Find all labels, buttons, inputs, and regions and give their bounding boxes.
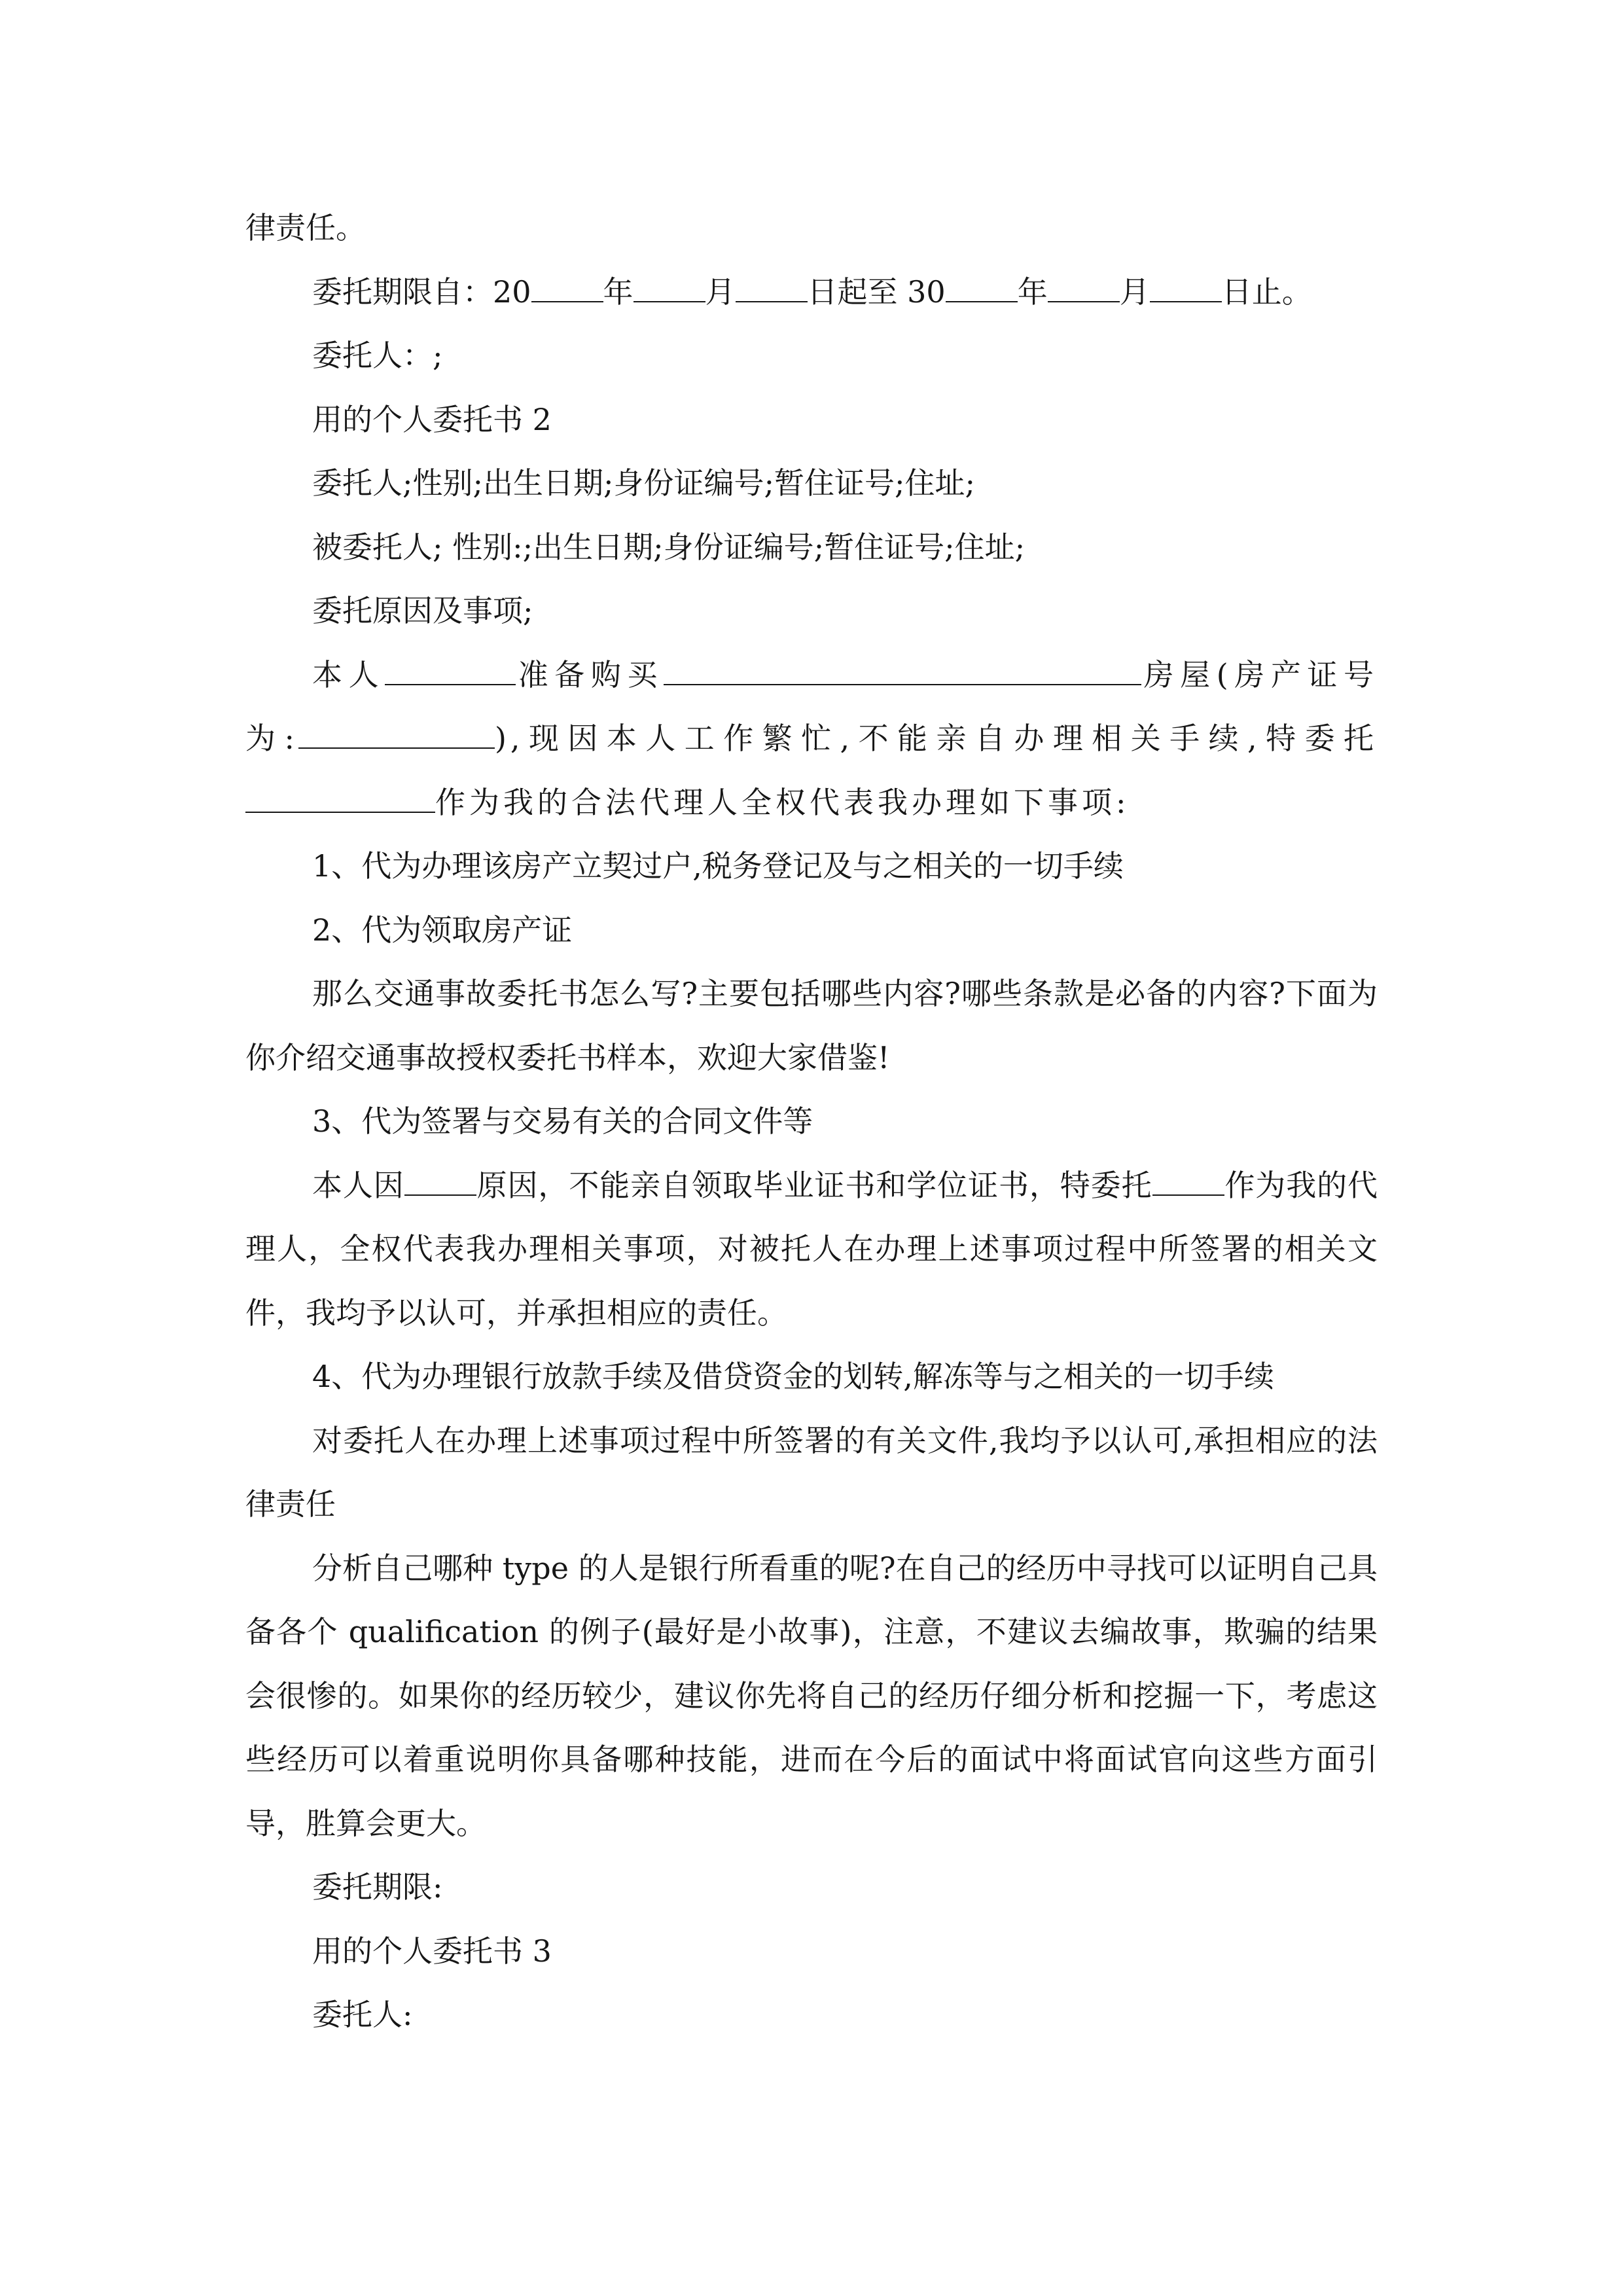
blank-buyer-name (385, 658, 516, 685)
blank-house-address (664, 658, 1141, 685)
blank-end-day (1150, 275, 1222, 302)
paragraph-reason-heading: 委托原因及事项; (312, 593, 533, 628)
paragraph-traffic-intro: 那么交通事故委托书怎么写?主要包括哪些内容?哪些条款是必备的内容?下面为你介绍交通事故授权委托书样本，欢迎大家借鉴! (245, 976, 1378, 1075)
document-body (245, 196, 1378, 2047)
list-item-4: 4、代为办理银行放款手续及借贷资金的划转,解冻等与之相关的一切手续 (312, 1359, 1274, 1394)
section-heading-2: 用的个人委托书 2 (312, 401, 552, 437)
blank-diploma-agent (1152, 1168, 1224, 1196)
house-cert-label: 房屋(房产证号为: (245, 656, 1378, 756)
paragraph-legal-liability: 律责任。 (245, 210, 366, 245)
blank-start-day (736, 275, 808, 302)
paragraph-house-purchase (245, 643, 1378, 835)
list-item-1: 1、代为办理该房产立契过户,税务登记及与之相关的一切手续 (312, 848, 1124, 884)
blank-agent-name (245, 785, 435, 813)
paragraph-principal-3: 委托人: (312, 1997, 413, 2032)
house-self-label: 本人 (312, 656, 385, 692)
house-reason-text: ),现因本人工作繁忙,不能亲自办理相关手续,特委托 (494, 721, 1378, 756)
house-agent-text: 作为我的合法代理人全权代表我办理如下事项: (435, 784, 1130, 820)
period-month-label-2: 月 (1119, 274, 1150, 310)
paragraph-acknowledgement: 对委托人在办理上述事项过程中所签署的有关文件,我均予以认可,承担相应的法律责任 (245, 1422, 1378, 1522)
list-item-2: 2、代为领取房产证 (312, 912, 573, 948)
period-year-label-2: 年 (1017, 274, 1048, 310)
diploma-entrust-text: 原因，不能亲自领取毕业证书和学位证书，特委托 (476, 1167, 1152, 1203)
paragraph-interview-advice: 分析自己哪种 type 的人是银行所看重的呢?在自己的经历中寻找可以证明自己具备各个 qualification 的例子(最好是小故事)，注意，不建议去编故事，欺骗的结果会很惨的。如果你的经历较少，建议你先将自己的经历仔细分析和挖掘一下，考虑这些经历可以着重说明你具备哪种技能，进而在今后的面试中将面试官向这些方面引导，胜算会更大。 (245, 1550, 1378, 1841)
paragraph-principal: 委托人：; (312, 338, 443, 373)
blank-start-month (633, 275, 705, 302)
paragraph-entrust-period (245, 260, 1378, 325)
section-heading-3: 用的个人委托书 3 (312, 1933, 552, 1969)
diploma-self-label: 本人因 (312, 1167, 404, 1203)
paragraph-diploma-entrust (245, 1154, 1378, 1346)
diploma-agent-text: 作为我的代理人，全权代表我办理相关事项，对被托人在办理上述事项过程中所签署的相关文件，我均予以认可，并承担相应的责任。 (245, 1167, 1378, 1331)
house-buy-label: 准备购买 (516, 656, 664, 692)
period-end-label: 日止。 (1221, 274, 1312, 310)
blank-reason (404, 1168, 476, 1196)
paragraph-principal-info: 委托人;性别;出生日期;身份证编号;暂住证号;住址; (312, 465, 975, 501)
blank-start-year (531, 275, 603, 302)
period-to-label: 日起至 30 (807, 274, 946, 310)
paragraph-agent-info: 被委托人; 性别:;出生日期;身份证编号;暂住证号;住址; (312, 529, 1026, 565)
blank-end-year (946, 275, 1018, 302)
list-item-3: 3、代为签署与交易有关的合同文件等 (312, 1103, 813, 1139)
period-from-label: 委托期限自：20 (312, 274, 531, 310)
blank-end-month (1048, 275, 1120, 302)
blank-house-cert-number (298, 721, 495, 749)
paragraph-entrust-term: 委托期限: (312, 1869, 443, 1905)
period-month-label: 月 (705, 274, 736, 310)
period-year-label: 年 (603, 274, 633, 310)
